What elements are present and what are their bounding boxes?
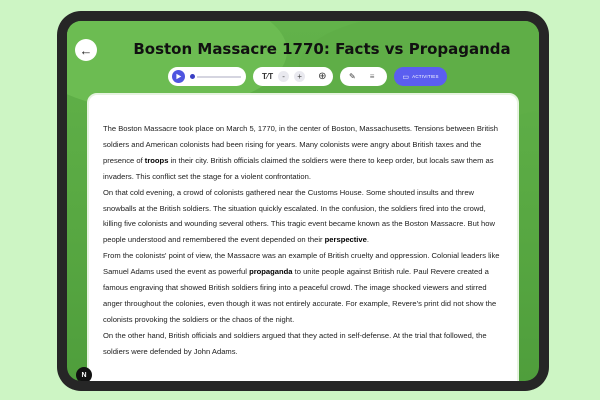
vocab-word[interactable]: troops [144,155,169,165]
paragraph: On the other hand, British officials and soldiers argued that they acted in self-defense. At the trial that followed, the soldiers were defended by John Adams. [103,330,487,356]
edit-tools [340,67,387,86]
page-title: Boston Massacre 1770: Facts vs Propaganda [133,40,511,58]
activities-label: ACTIVITIES [412,74,439,79]
paragraph-text: in their city. British officials claimed the soldiers were there to keep order, but locals saw them as invaders. This conflict set the stage for a violent confrontation. [103,155,494,181]
play-icon [175,73,182,80]
back-button[interactable] [75,39,97,61]
app-badge[interactable]: N [76,367,92,381]
increase-text-button[interactable]: + [294,71,305,82]
arrow-left-icon: ← [79,42,93,58]
decrease-text-button[interactable]: - [278,71,289,82]
paragraph [103,185,503,249]
vocab-word[interactable]: propaganda [249,267,293,277]
paragraph [103,121,503,185]
activities-button[interactable] [394,67,447,86]
paragraph-text: . [366,235,369,245]
audio-progress-track[interactable] [197,76,241,78]
paragraph-text: From the colonists' point of view, the Massacre was an example of British cruelty and oppression. Colonial leaders like Samuel Adams used the event as powerful [103,251,500,277]
reading-card [87,93,519,381]
vocab-word[interactable]: perspective [324,235,367,245]
audio-player [168,67,246,86]
paragraph-text: On that cold evening, a crowd of colonists gathered near the Customs House. Some shouted insults and threw snowballs at the British soldiers. The situation quickly escalated. In the confusion, the soldiers fired into the crowd, killing five colonists and wounding several others. This tragic event became known as the Boston Massacre. But how people understood and remembered the event depended on their [103,187,495,245]
toolbar [67,67,539,87]
paragraph-text: to unite people against British rule. Paul Revere created a famous engraving that showed British soldiers firing into a peaceful crowd. The image shocked viewers and stirred anger throughout the colonies, even though it was not entirely accurate. For example, Revere's print did not show the colonists provoking the soldiers or the chaos of the night. [103,267,497,324]
lines-icon[interactable]: ≡ [369,72,375,81]
play-button[interactable] [172,70,185,83]
pen-icon[interactable]: ✎ [349,72,356,81]
screen-icon: ▭ [402,73,410,81]
globe-icon[interactable]: ⊕ [318,71,327,82]
audio-progress-knob[interactable] [190,74,195,79]
text-tools [253,67,333,86]
paragraph-text: The Boston Massacre took place on March 5, 1770, in the center of Boston, Massachusetts. Tensions between British soldiers and American colonists had been rising for years. Many colonists were angry about British taxes and the presence of [103,124,498,165]
tablet-frame [57,11,549,391]
paragraph [103,248,503,328]
app-screen [67,21,539,381]
text-size-icon: T⁄T [262,72,274,81]
